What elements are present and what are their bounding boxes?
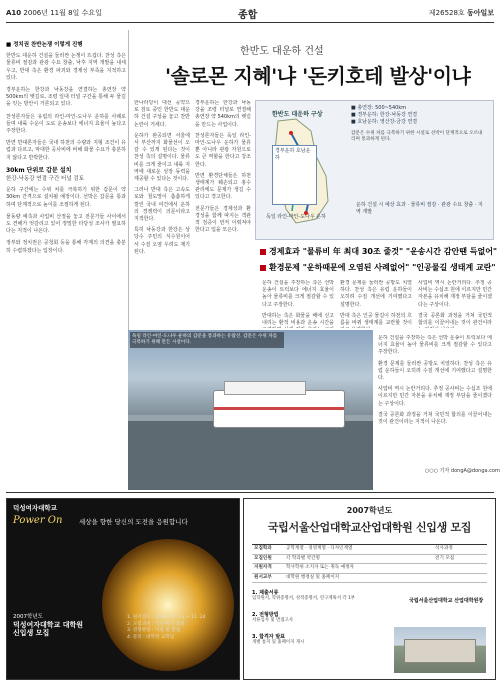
bullet-icon xyxy=(260,249,266,255)
university-ad-left xyxy=(6,498,240,680)
ad-info: 1. 원서접수 : 2006. 11. 13 ~ 11. 24 2. 모집과정 : 석사·박사 과정 3. 전형방법 : 서류 및 면접 4. 문의 : 대학원 교학팀 xyxy=(127,615,206,640)
article-paragraph: 반면 환경단체들은 하천 생태계가 훼손되고 홍수 관리에도 문제가 생길 수 있다고 경고한다. xyxy=(195,172,251,201)
ad-section-text: 개별 통지 및 홈페이지 게시 xyxy=(252,640,305,645)
issue-info: 제26528호 동아일보 xyxy=(428,9,494,17)
article-paragraph: 운하 건설을 주장하는 측은 선박 운송이 트럭보다 에너지 효율이 높아 물류비를 크게 절감할 수 있다고 주장한다. xyxy=(378,335,492,356)
page-date: A10 2006년 11월 8일 수요일 xyxy=(6,9,102,17)
section-title: 종합 xyxy=(238,10,258,21)
left-paragraph: 운하 구간에는 수위 차를 극복하기 위한 갑문이 약 30km 간격으로 설치될 예정이다. 선박은 갑문을 통과하며 단계적으로 높이를 조절하게 된다. xyxy=(6,187,126,208)
quote-environment: 환경문제 "운하때문에 오염된 사례없어" "인공물길 생태계 교란" xyxy=(260,262,496,273)
left-subcaption: 한강-낙동강 연결 구간 터널 검토 xyxy=(6,176,85,183)
ad-table xyxy=(252,544,487,583)
map-badge: 경부운하 호남운하 xyxy=(272,145,317,205)
quote-economy: 경제효과 "물류비 年 최대 30조 줄것" "운송시간 감안땐 득없어" xyxy=(260,246,497,257)
article-paragraph: 찬성론자들은 독일 라인-마인-도나우 운하가 물류뿐 아니라 관광 자원으로도 큰 역할을 한다고 강조한다. xyxy=(195,132,251,168)
article-column-4 xyxy=(340,280,412,328)
ad-subslogan: 세상을 향한 당신의 도전을 응원합니다 xyxy=(79,518,188,526)
ad-box-line: 신입생 모집 xyxy=(13,629,50,637)
article-paragraph: 반대 측은 인공 물길이 하천의 흐름을 바꿔 생태계를 교란할 것이 xyxy=(340,312,412,327)
map-legend-item: ■ 총연장: 500~540km xyxy=(351,105,407,111)
article-kicker: 한반도 대운하 건설 xyxy=(240,46,324,57)
ad-divider-rule xyxy=(6,492,494,493)
article-paragraph: 전문가들은 경제성과 환경성을 함께 따지는 객관적 검증이 먼저 이뤄져야 한다고 입을 모은다. xyxy=(195,205,251,234)
canal-lock-photo xyxy=(128,330,373,490)
left-paragraph: 경부운하는 한강과 낙동강을 연결하는 총연장 약 500km의 뱃길로, 조령 일대 터널 구간을 통해 두 물길을 잇는 방안이 거론되고 있다. xyxy=(6,87,126,108)
article-column-2 xyxy=(195,100,251,328)
table-row: 모집인원 각 학과별 약간명 전기 모집 xyxy=(252,555,487,565)
article-paragraph: 반대하는 측은 화물을 배에 싣고 내리는 환적 비용과 운송 시간을 xyxy=(262,312,334,327)
article-paragraph: 사업비 역시 논란거리다. 추정 공사비는 수십조 원에 이르지만 민간 자본을 유치해 재정 부담을 줄이겠다는 구상이다. xyxy=(378,386,492,407)
ad-slogan: Power On xyxy=(13,515,63,526)
bullet-icon xyxy=(260,265,266,271)
cruise-ship-image xyxy=(213,390,345,428)
campus-building-image xyxy=(394,627,486,673)
left-paragraph: 정부와 정치권은 공청회 등을 통해 각계의 의견을 충분히 수렴하겠다는 입장이다. xyxy=(6,240,126,254)
article-paragraph: 특히 낙동강과 한강은 상당수 주민의 식수원이어서 수질 오염 우려도 제기된다. xyxy=(134,227,190,255)
ad-title: 국립서울산업대학교산업대학원 신입생 모집 xyxy=(267,521,472,534)
photo-caption: 독일 라인-마인-도나우 운하의 갑문을 통과하는 유람선. 갑문은 수위 차를 극복하기 위해 만든 시설이다. xyxy=(130,332,284,348)
ad-box-line: 덕성여자대학교 대학원 xyxy=(13,621,84,629)
map-scale: 독일 라인-마인-도나우 운하 xyxy=(266,214,326,220)
article-paragraph: 결국 공론화 과정을 거쳐 국민적 합의를 이끌어내는 것이 관건이라는 지적이 나온다. xyxy=(378,411,492,426)
map-notes: 갑문은 수위 차를 극복하기 위한 시설로 선박이 단계적으로 오르내리며 통과하게 된다. xyxy=(351,131,483,142)
article-paragraph: 사업비 역시 논란거리다. 추정 공사비는 수십조 원에 이르지만 민간 자본을 유치해 재정 부담을 줄이겠다는 구상이다. xyxy=(418,280,492,308)
left-subtitle: 30km 단위로 갑문 설치 xyxy=(6,166,72,174)
ad-box-year: 2007학년도 xyxy=(13,614,43,620)
table-row: 지원자격 학사학위 소지자 또는 취득 예정자 xyxy=(252,564,487,574)
article-paragraph: 결국 공론화 과정을 거쳐 국민적 합의를 이끌어내는 것이 관건이라 xyxy=(418,312,492,327)
ad-section-title: 1. 제출서류 xyxy=(252,590,279,596)
article-paragraph: 그러나 반대 측은 고속도로와 철도망이 촘촘하게 깔린 국내 여건에서 운하의 경쟁력이 의문이라고 지적한다. xyxy=(134,187,190,223)
article-column-6 xyxy=(378,335,492,463)
ad-stamp: 국립서울산업대학교 산업대학원장 xyxy=(409,598,484,604)
article-column-3 xyxy=(262,280,334,328)
canal-map-graphic xyxy=(255,100,494,240)
ad-box xyxy=(13,613,125,671)
ad-section-text: 입학원서, 학위증명서, 성적증명서, 연구계획서 각 1부 xyxy=(252,596,356,601)
article-paragraph: 환경 문제를 둘러싼 공방도 치열하다. 찬성 측은 유럽 운하들이 오히려 수질 개선에 기여했다고 설명한다. xyxy=(340,280,412,308)
left-paragraph: 한반도 대운하 건설을 둘러싼 논쟁이 뜨겁다. 찬성 측은 물류비 절감과 관광 수요 창출, 낙후 지역 개발을 내세우고, 반대 측은 환경 파괴와 경제성 부족을 지적하고 있다. xyxy=(6,53,126,81)
article-paragraph: 환경 문제를 둘러싼 공방도 치열하다. 찬성 측은 유럽 운하들이 오히려 수질 개선에 기여했다고 설명한다. xyxy=(378,360,492,382)
ad-section-text: 서류심사 및 면접고사 xyxy=(252,618,293,623)
ad-year: 2007학년도 xyxy=(346,506,393,515)
article-paragraph: 운하가 완공되면 서울에서 부산까지 화물선이 오갈 수 있게 된다는 것이 찬성 측의 설명이다. 물류비를 크게 줄이고 내륙 지역에 새로운 성장 동력을 제공할 수 있다는 것이다. xyxy=(134,132,190,183)
map-title: 한반도 대운하 구상 xyxy=(272,111,323,118)
map-legend xyxy=(351,105,417,126)
article-column-1 xyxy=(134,100,190,328)
left-paragraph: 물동량 예측과 사업비 산정을 놓고 전문가들 사이에서도 견해가 엇갈리고 있어 정밀한 타당성 조사가 필요하다는 지적이 나온다. xyxy=(6,213,126,235)
left-paragraph: 반면 반대론자들은 국내 하천의 수량과 지형 조건이 유럽과 다르고, 막대한 공사비에 비해 화물 수요가 충분하지 않다고 반박한다. xyxy=(6,140,126,161)
table-row: 모집학과 공학계열 · 경영계열 · 디자인계열 석사과정 xyxy=(252,545,487,555)
article-paragraph: 한나라당이 대선 공약으로 검토 중인 한반도 대운하 건설 구상을 놓고 찬반 논란이 거세다. xyxy=(134,100,190,128)
article-headline: '솔로몬 지혜'냐 '돈키호테 발상'이냐 xyxy=(165,64,471,88)
ad-section-title: 3. 합격자 발표 xyxy=(252,634,286,640)
map-legend-item: ■ 호남운하: 영산강-금강 연결 xyxy=(351,119,418,125)
article-paragraph: 운하 건설을 주장하는 측은 선박 운송이 트럭보다 에너지 효율이 높아 물류비를 크게 절감할 수 있다고 주장한다. xyxy=(262,280,334,308)
header-rule xyxy=(6,22,494,23)
left-column xyxy=(6,40,126,470)
left-column-label: ■ 정치권 찬반논쟁 이렇게 진행 xyxy=(6,42,83,48)
page-header xyxy=(6,6,494,20)
map-legend-item: ■ 경부운하: 한강-낙동강 연결 xyxy=(351,112,418,118)
ad-school-name: 덕성여자대학교 xyxy=(13,504,57,512)
ad-section-title: 2. 전형방법 xyxy=(252,612,279,618)
left-paragraph: 찬성론자들은 유럽의 라인-마인-도나우 운하를 사례로 들며 내륙 수운이 도로 운송보다 에너지 효율이 높다고 주장한다. xyxy=(6,113,126,135)
article-column-5 xyxy=(418,280,492,328)
table-row: 원서교부 대학원 행정실 및 홈페이지 xyxy=(252,574,487,584)
article-byline: ○○○ 기자 dongA@donga.com xyxy=(425,468,500,474)
university-ad-right xyxy=(243,498,496,680)
map-plan: 운하 건설 시 예상 효과 · 물류비 절감 · 관광 수요 창출 · 지역 개발 xyxy=(356,202,483,215)
article-paragraph: 경부운하는 한강과 낙동강을 조령 터널로 연결해 총연장 약 540km의 뱃길을 만드는 사업이다. xyxy=(195,100,251,128)
